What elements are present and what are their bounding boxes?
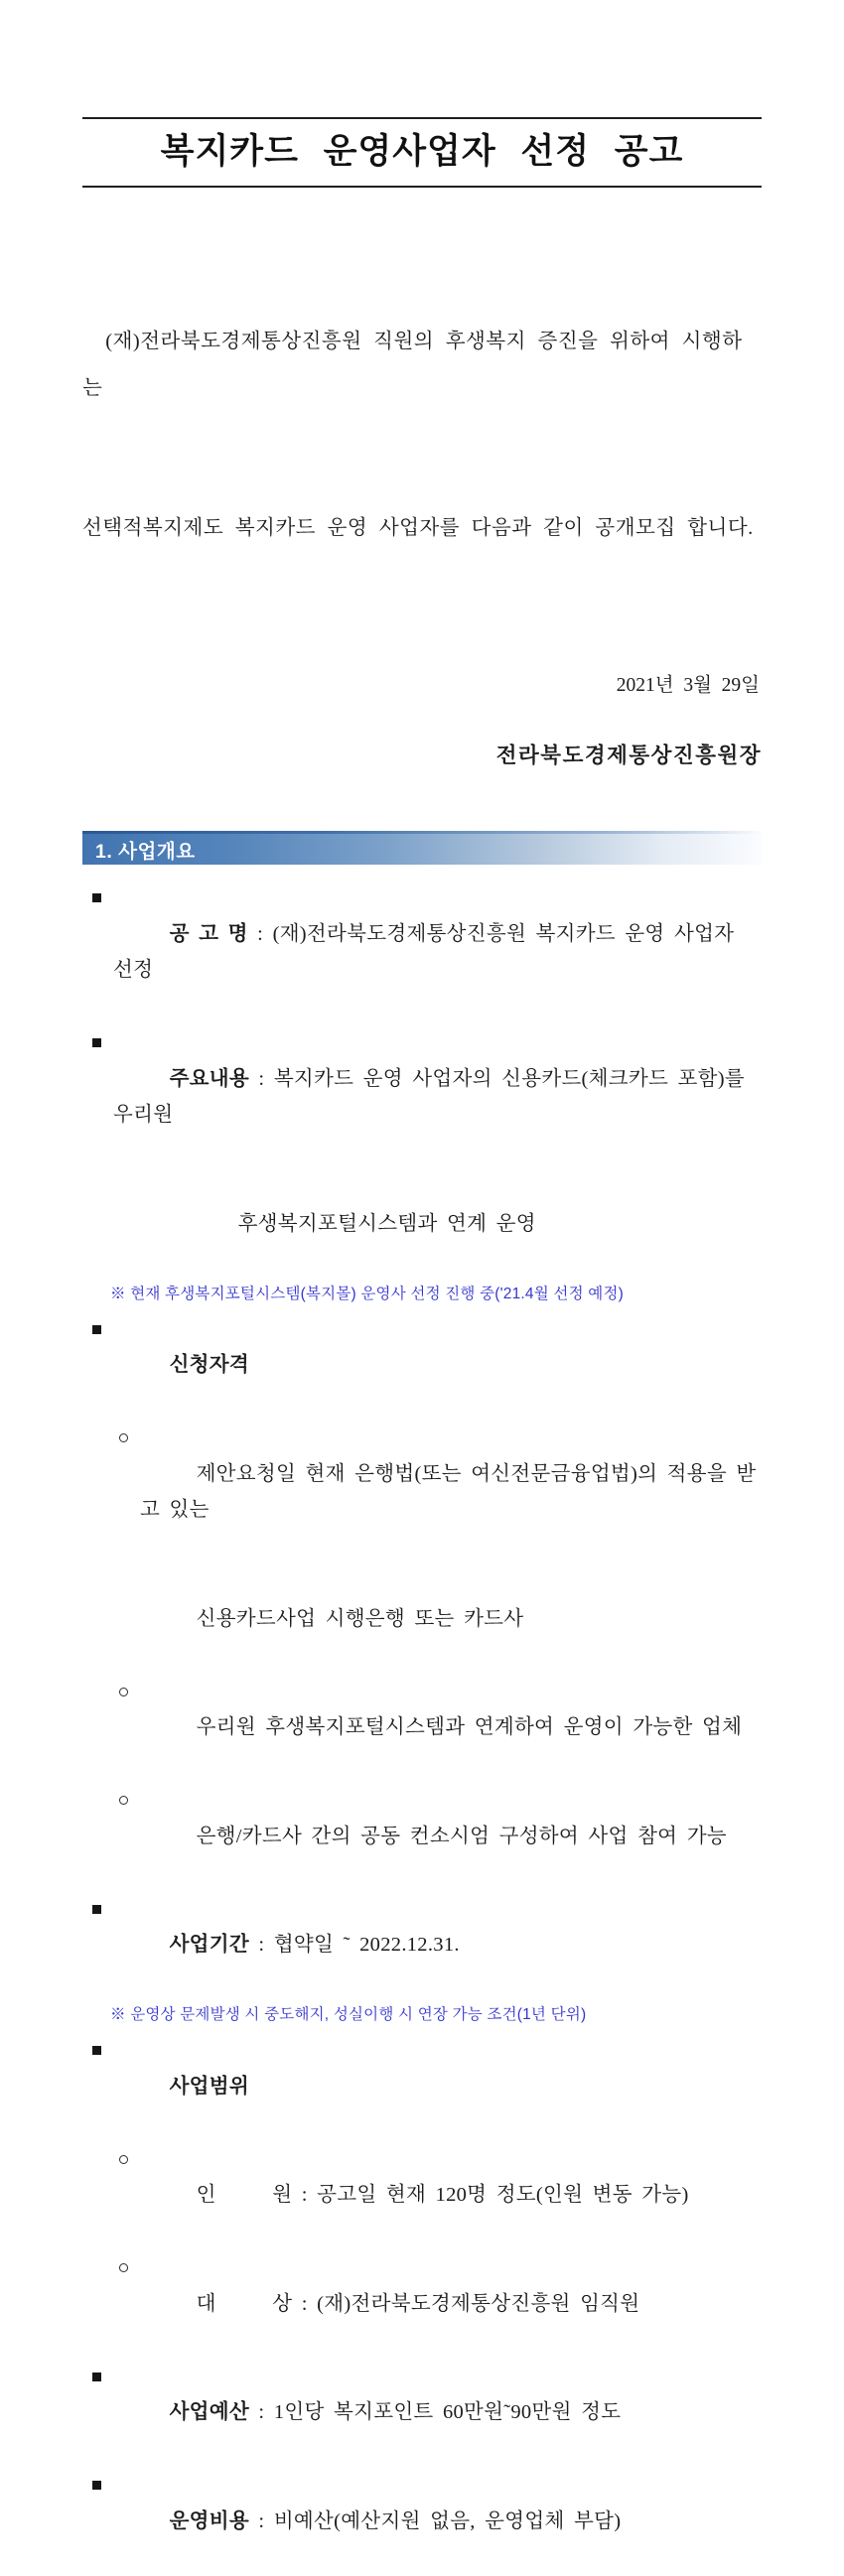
- list-item: [82, 1024, 762, 1169]
- list-subitem: [82, 1782, 762, 1891]
- title-block: [82, 117, 762, 188]
- item-text: 신용카드사업 시행은행 또는 카드사: [196, 1607, 524, 1630]
- square-bullet-icon: [92, 2373, 101, 2381]
- item-label: 사업기간: [169, 1934, 249, 1956]
- page-title: 복지카드 운영사업자 선정 공고: [160, 132, 684, 171]
- circle-bullet-icon: [119, 1433, 128, 1442]
- circle-bullet-icon: [119, 1688, 128, 1696]
- list-item: [82, 2359, 762, 2468]
- square-bullet-icon: [92, 1905, 101, 1914]
- square-bullet-icon: [92, 2481, 101, 2490]
- intro-line-1: (재)전라북도경제통상진흥원 직원의 후생복지 증진을 위하여 시행하는: [82, 331, 743, 399]
- item-label: 사업범위: [169, 2075, 249, 2098]
- item-text: 제안요청일 현재 은행법(또는 여신전문금융업법)의 적용을 받고 있는: [140, 1462, 757, 1521]
- list-subitem: [82, 2249, 762, 2359]
- item-text: 은행/카드사 간의 공동 컨소시엄 구성하여 사업 참여 가능: [196, 1825, 727, 1847]
- item-label: 신청자격: [169, 1354, 249, 1376]
- intro-line-2: 선택적복지제도 복지카드 운영 사업자를 다음과 같이 공개모집 합니다.: [82, 517, 754, 539]
- square-bullet-icon: [92, 2046, 101, 2055]
- item-text: : 비예산(예산지원 없음, 운영업체 부담): [248, 2509, 622, 2532]
- list-item-continuation: [82, 1169, 762, 1279]
- list-subitem-continuation: [82, 1564, 762, 1674]
- list-subitem: [82, 1674, 762, 1783]
- item-text: 인 원 : 공고일 현재 120명 정도(인원 변동 가능): [196, 2184, 689, 2206]
- item-text: 후생복지포털시스템과 연계 운영: [237, 1212, 536, 1235]
- item-label: 운영비용: [169, 2509, 249, 2532]
- circle-bullet-icon: [119, 1796, 128, 1805]
- intro-paragraph: [82, 225, 762, 645]
- item-text: : 협약일 ˜ 2022.12.31.: [248, 1934, 460, 1956]
- list-subitem: [82, 1420, 762, 1564]
- date-line: 2021년 3월 29일: [616, 675, 760, 696]
- circle-bullet-icon: [119, 2155, 128, 2164]
- item-text: : 1인당 복지포인트 60만원˜90만원 정도: [248, 2401, 622, 2423]
- square-bullet-icon: [92, 893, 101, 902]
- item-text: : (재)전라북도경제통상진흥원 복지카드 운영 사업자 선정: [113, 922, 744, 981]
- item-label: 주요내용: [169, 1067, 249, 1090]
- page-body: [82, 0, 762, 2576]
- overview-list: [82, 880, 762, 2576]
- square-bullet-icon: [92, 1038, 101, 1047]
- item-text: : 복지카드 운영 사업자의 신용카드(체크카드 포함)를 우리원: [113, 1067, 755, 1126]
- section-header-bar: [82, 831, 762, 865]
- item-label: 사업예산: [169, 2401, 249, 2423]
- item-text: 대 상 : (재)전라북도경제통상진흥원 임직원: [196, 2292, 640, 2315]
- section-header-top-edge: [82, 831, 762, 834]
- section-heading: 1. 사업개요: [95, 841, 196, 863]
- signer-name: 전라북도경제통상진흥원장: [495, 744, 762, 767]
- list-item: [82, 1891, 762, 2000]
- list-item: [82, 2032, 762, 2141]
- item-label: 공 고 명: [169, 922, 248, 945]
- note-line: ※ 현재 후생복지포털시스템(복지몰) 운영사 선정 진행 중('21.4월 선정 예정): [110, 1285, 624, 1302]
- circle-bullet-icon: [119, 2263, 128, 2272]
- note-line: ※ 운영상 문제발생 시 중도해지, 성실이행 시 연장 가능 조건(1년 단위): [110, 2006, 587, 2023]
- list-item: [82, 1311, 762, 1421]
- list-item: [82, 2467, 762, 2576]
- square-bullet-icon: [92, 1325, 101, 1334]
- item-text: 우리원 후생복지포털시스템과 연계하여 운영이 가능한 업체: [196, 1716, 743, 1738]
- list-subitem: [82, 2141, 762, 2250]
- list-item: [82, 880, 762, 1024]
